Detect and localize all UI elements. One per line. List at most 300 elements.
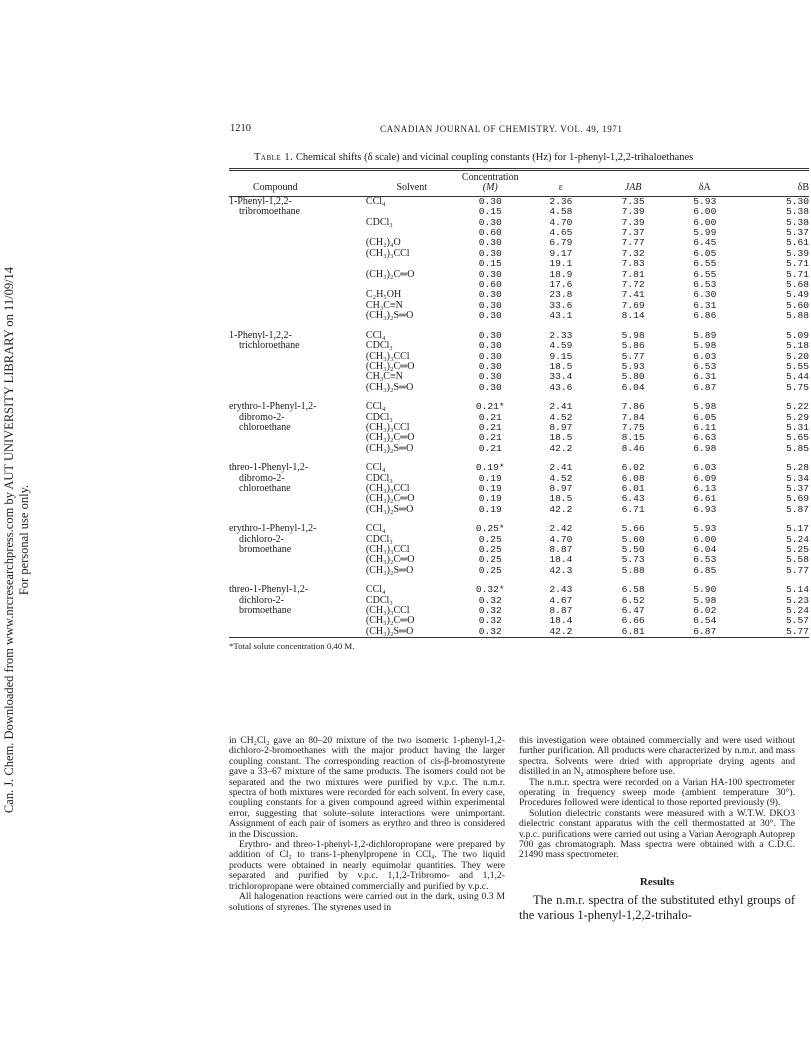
epsilon-cell: 42.3	[549, 564, 573, 576]
compound-cell	[229, 494, 366, 504]
coupling-constant-cell: 7.41	[621, 289, 645, 301]
solvent-cell: (CH₃)₃CCl	[365, 544, 410, 555]
concentration-cell: 0.30	[478, 371, 502, 383]
delta-b-cell: 5.20	[785, 350, 809, 362]
coupling-constant-cell: 7.83	[621, 258, 645, 270]
delta-a-cell: 6.03	[693, 462, 717, 474]
epsilon-cell: 9.17	[549, 247, 573, 259]
delta-b-cell: 5.55	[785, 360, 809, 372]
header-coupling-constant: JAB	[624, 182, 642, 194]
concentration-cell: 0.25*	[475, 523, 505, 535]
header-delta-b: δB	[797, 182, 809, 194]
delta-a-cell: 6.61	[693, 493, 717, 505]
delta-a-cell: 6.63	[693, 432, 717, 444]
solvent-cell: C₂H₅OH	[365, 289, 402, 301]
delta-b-cell: 5.25	[785, 544, 809, 555]
compound-cell	[229, 423, 366, 433]
delta-b-cell: 5.77	[785, 625, 809, 637]
table-body	[229, 197, 809, 637]
coupling-constant-cell: 6.81	[621, 625, 645, 637]
compound-cell	[229, 566, 366, 576]
coupling-constant-cell: 7.39	[621, 216, 645, 228]
group-spacer	[229, 576, 809, 585]
table-row	[229, 627, 809, 637]
results-heading: Results	[639, 875, 675, 888]
table-bottom-rule	[229, 637, 809, 638]
header-concentration-label: Concentration	[461, 172, 519, 183]
epsilon-cell: 8.97	[549, 482, 573, 494]
coupling-constant-cell: 6.01	[621, 482, 645, 494]
coupling-constant-cell: 8.15	[621, 432, 645, 444]
delta-a-cell: 5.89	[693, 329, 717, 341]
compound-cell	[229, 362, 366, 372]
concentration-cell: 0.32	[478, 625, 502, 637]
delta-b-cell: 5.68	[785, 279, 809, 291]
solvent-cell: (CH₃)₃CCl	[365, 482, 410, 494]
solvent-cell: (CH₃)₂S═O	[365, 442, 414, 454]
delta-a-cell: 6.05	[693, 247, 717, 259]
delta-a-cell: 6.30	[693, 289, 717, 301]
coupling-constant-cell: 5.77	[621, 350, 645, 362]
delta-b-cell: 5.24	[785, 533, 809, 545]
table-row	[229, 423, 809, 433]
table-row	[229, 505, 809, 515]
coupling-constant-cell: 7.77	[621, 237, 645, 249]
epsilon-cell: 2.41	[549, 401, 573, 413]
compound-cell	[229, 606, 366, 616]
delta-b-cell: 5.30	[785, 195, 809, 207]
epsilon-cell: 8.87	[549, 544, 573, 555]
epsilon-cell: 4.58	[549, 206, 573, 218]
solvent-cell: (CH₃)₃CCl	[365, 421, 410, 433]
delta-a-cell: 5.93	[693, 523, 717, 535]
table-row	[229, 362, 809, 372]
concentration-cell: 0.19*	[475, 462, 505, 474]
concentration-cell: 0.19	[478, 472, 502, 484]
delta-a-cell: 6.00	[693, 533, 717, 545]
epsilon-cell: 4.70	[549, 216, 573, 228]
results-paragraph: The n.m.r. spectra of the substituted ethyl groups of the various 1-phenyl-1,2,2-trihalo-	[519, 893, 795, 922]
coupling-constant-cell: 5.93	[621, 360, 645, 372]
body-column-left	[229, 736, 505, 913]
table-row	[229, 290, 809, 300]
header-delta-a: δA	[698, 182, 711, 194]
solvent-cell: (CH₃)₂S═O	[365, 625, 414, 637]
epsilon-cell: 4.59	[549, 340, 573, 352]
concentration-cell: 0.25	[478, 554, 502, 566]
coupling-constant-cell: 5.98	[621, 329, 645, 341]
solvent-cell: (CH₃)₂S═O	[365, 564, 414, 576]
compound-name: dibromo-2-	[239, 411, 285, 423]
solvent-cell: CDCl₃	[365, 216, 393, 228]
compound-name: dichloro-2-	[239, 533, 284, 545]
concentration-cell: 0.32	[478, 594, 502, 606]
body-paragraph: Solution dielectric constants were measured with a W.T.W. DKO3 dielectric constant apparatus with the cell thermostatted at 30°. The v.p.c. purifications were carried out using a Varian Aerograph Autoprep 700 gas chromatograph. Mass spectra were obtained with a C.D.C. 21490 mass spectrometer.	[519, 807, 795, 861]
delta-a-cell: 6.02	[693, 605, 717, 617]
compound-name: chloroethane	[239, 482, 291, 494]
delta-a-cell: 6.87	[693, 625, 717, 637]
solvent-cell: (CH₂)₄O	[365, 237, 401, 249]
coupling-constant-cell: 7.69	[621, 299, 645, 311]
concentration-cell: 0.25	[478, 564, 502, 576]
table-row	[229, 444, 809, 454]
delta-b-cell: 5.57	[785, 615, 809, 627]
solvent-cell: CCl₄	[365, 584, 386, 596]
delta-b-cell: 5.69	[785, 493, 809, 505]
concentration-cell: 0.30	[478, 381, 502, 393]
table-row	[229, 494, 809, 504]
epsilon-cell: 18.9	[549, 268, 573, 280]
epsilon-cell: 43.1	[549, 310, 573, 322]
epsilon-cell: 2.43	[549, 584, 573, 596]
concentration-cell: 0.60	[478, 279, 502, 291]
table-row	[229, 596, 809, 606]
body-paragraph: in CH₂Cl₂ gave an 80–20 mixture of the two isomeric 1-phenyl-1,2-dichloro-2-bromoethanes with the major product having the larger coupling constant. The corresponding reaction of cis-β-bromostyrene gave a 33–67 mixture of the same products. The isomers could not be separated and the two mixtures were purified by v.p.c. The n.m.r. spectra of both mixtures were recorded for each solvent. In every case, coupling constants for a given compound agreed within experimental error, suggesting that solute–solute interactions were unimportant. Assignment of each pair of isomers as erythro and threo is considered in the Discussion.	[229, 735, 505, 840]
delta-b-cell: 5.23	[785, 594, 809, 606]
table-row	[229, 301, 809, 311]
solvent-cell: CDCl₃	[365, 340, 393, 352]
table-row	[229, 585, 809, 595]
delta-b-cell: 5.37	[785, 482, 809, 494]
table-row	[229, 413, 809, 423]
coupling-constant-cell: 5.88	[621, 564, 645, 576]
compound-name: 1-Phenyl-1,2,2-	[229, 195, 292, 207]
compound-cell	[229, 627, 366, 637]
table-row	[229, 352, 809, 362]
compound-cell	[229, 259, 366, 269]
solvent-cell: (CH₃)₂C═O	[365, 554, 415, 566]
compound-cell	[229, 484, 366, 494]
solvent-cell: (CH₃)₃CCl	[365, 605, 410, 617]
table-row	[229, 218, 809, 228]
coupling-constant-cell: 5.80	[621, 371, 645, 383]
compound-cell	[229, 444, 366, 454]
delta-a-cell: 6.00	[693, 216, 717, 228]
delta-b-cell: 5.87	[785, 503, 809, 515]
table-row	[229, 331, 809, 341]
concentration-cell: 0.30	[478, 350, 502, 362]
delta-a-cell: 6.31	[693, 371, 717, 383]
table-row	[229, 341, 809, 351]
delta-a-cell: 6.03	[693, 350, 717, 362]
compound-name: 1-Phenyl-1,2,2-	[229, 329, 292, 341]
solvent-cell: CCl₄	[365, 462, 386, 474]
compound-cell	[229, 463, 366, 473]
epsilon-cell: 42.2	[549, 442, 573, 454]
coupling-constant-cell: 7.39	[621, 206, 645, 218]
delta-a-cell: 6.11	[693, 421, 717, 433]
download-notice: Can. J. Chem. Downloaded from www.nrcresearchpress.com by AUT UNIVERSITY LIBRARY on 11/09/14	[2, 266, 16, 814]
solvent-cell: (CH₃)₂S═O	[365, 310, 414, 322]
table-caption	[254, 152, 811, 163]
delta-a-cell: 6.86	[693, 310, 717, 322]
delta-a-cell: 6.53	[693, 554, 717, 566]
delta-a-cell: 6.93	[693, 503, 717, 515]
epsilon-cell: 23.8	[549, 289, 573, 301]
delta-b-cell: 5.38	[785, 206, 809, 218]
solvent-cell: CDCl₃	[365, 411, 393, 423]
table-row	[229, 463, 809, 473]
concentration-cell: 0.30	[478, 195, 502, 207]
solvent-cell: (CH₃)₃CCl	[365, 350, 410, 362]
coupling-constant-cell: 7.37	[621, 227, 645, 239]
body-paragraph: this investigation were obtained commercially and were used without further purification. All products were characterized by n.m.r. and mass spectra. Solvents were dried with appropriate drying agents and distilled in an N₂ atmosphere before use.	[519, 735, 795, 778]
header-concentration	[458, 171, 523, 196]
delta-b-cell: 5.65	[785, 432, 809, 444]
table-footnote: *Total solute concentration 0.40 M.	[229, 641, 355, 652]
coupling-constant-cell: 5.86	[621, 340, 645, 352]
table-row	[229, 616, 809, 626]
solvent-cell: CDCl₃	[365, 472, 393, 484]
table-row	[229, 474, 809, 484]
delta-a-cell: 6.53	[693, 279, 717, 291]
concentration-cell: 0.19	[478, 503, 502, 515]
delta-b-cell: 5.29	[785, 411, 809, 423]
epsilon-cell: 18.5	[549, 360, 573, 372]
solvent-cell: CCl₄	[365, 329, 386, 341]
epsilon-cell: 8.87	[549, 605, 573, 617]
coupling-constant-cell: 7.75	[621, 421, 645, 433]
delta-a-cell: 6.87	[693, 381, 717, 393]
compound-cell	[229, 545, 366, 555]
delta-b-cell: 5.60	[785, 299, 809, 311]
table-row	[229, 606, 809, 616]
compound-cell	[229, 290, 366, 300]
concentration-cell: 0.60	[478, 227, 502, 239]
epsilon-cell: 19.1	[549, 258, 573, 270]
epsilon-cell: 42.2	[549, 503, 573, 515]
delta-b-cell: 5.24	[785, 605, 809, 617]
compound-cell	[229, 433, 366, 443]
delta-a-cell: 6.85	[693, 564, 717, 576]
table-row	[229, 433, 809, 443]
delta-b-cell: 5.44	[785, 371, 809, 383]
delta-a-cell: 5.99	[693, 227, 717, 239]
data-table	[229, 171, 809, 637]
epsilon-cell: 4.67	[549, 594, 573, 606]
coupling-constant-cell: 5.60	[621, 533, 645, 545]
solvent-cell: CCl₄	[365, 523, 386, 535]
delta-a-cell: 5.98	[693, 340, 717, 352]
body-column-right	[519, 736, 795, 922]
concentration-cell: 0.30	[478, 216, 502, 228]
compound-name: tribromoethane	[239, 206, 301, 218]
coupling-constant-cell: 7.35	[621, 195, 645, 207]
coupling-constant-cell: 8.46	[621, 442, 645, 454]
coupling-constant-cell: 7.84	[621, 411, 645, 423]
table-row	[229, 228, 809, 238]
compound-cell	[229, 207, 366, 217]
concentration-cell: 0.15	[478, 258, 502, 270]
solvent-cell: (CH₃)₂C═O	[365, 432, 415, 444]
solvent-cell: CH₃C≡N	[365, 299, 403, 311]
download-watermark	[2, 230, 38, 850]
solvent-cell: (CH₃)₃CCl	[365, 247, 410, 259]
delta-b-cell: 5.39	[785, 247, 809, 259]
compound-cell	[229, 555, 366, 565]
delta-b-cell: 5.18	[785, 340, 809, 352]
solvent-cell: CCl₄	[365, 401, 386, 413]
delta-b-cell: 5.38	[785, 216, 809, 228]
delta-a-cell: 6.31	[693, 299, 717, 311]
coupling-constant-cell: 8.14	[621, 310, 645, 322]
table-row	[229, 207, 809, 217]
compound-cell	[229, 270, 366, 280]
compound-name: erythro-1-Phenyl-1,2-	[229, 401, 317, 413]
coupling-constant-cell: 6.43	[621, 493, 645, 505]
table-row	[229, 280, 809, 290]
delta-a-cell: 6.04	[693, 544, 717, 555]
body-paragraph: The n.m.r. spectra were recorded on a Varian HA-100 spectrometer operating in frequency sweep mode (ambient temperature 30°). Procedures followed were identical to those reported previously (9).	[519, 776, 795, 809]
concentration-cell: 0.30	[478, 310, 502, 322]
delta-b-cell: 5.88	[785, 310, 809, 322]
delta-b-cell: 5.85	[785, 442, 809, 454]
epsilon-cell: 42.2	[549, 625, 573, 637]
compound-cell	[229, 311, 366, 321]
delta-b-cell: 5.75	[785, 381, 809, 393]
header-solvent: Solvent	[396, 182, 428, 194]
personal-use-notice: For personal use only.	[17, 484, 31, 596]
header-epsilon: ε	[558, 182, 563, 194]
compound-name: bromoethane	[239, 605, 292, 617]
concentration-cell: 0.30	[478, 299, 502, 311]
delta-a-cell: 6.54	[693, 615, 717, 627]
compound-cell	[229, 372, 366, 382]
concentration-cell: 0.21*	[475, 401, 505, 413]
compound-name: trichloroethane	[239, 340, 300, 352]
delta-b-cell: 5.09	[785, 329, 809, 341]
table-row	[229, 383, 809, 393]
epsilon-cell: 2.41	[549, 462, 573, 474]
table-row	[229, 270, 809, 280]
concentration-cell: 0.32	[478, 605, 502, 617]
epsilon-cell: 4.52	[549, 472, 573, 484]
table-row	[229, 555, 809, 565]
coupling-constant-cell: 5.50	[621, 544, 645, 555]
epsilon-cell: 6.79	[549, 237, 573, 249]
table-caption-text: Chemical shifts (δ scale) and vicinal coupling constants (Hz) for 1-phenyl-1,2,2-trihaloethanes	[295, 152, 694, 163]
delta-b-cell: 5.61	[785, 237, 809, 249]
epsilon-cell: 4.52	[549, 411, 573, 423]
concentration-cell: 0.32	[478, 615, 502, 627]
coupling-constant-cell: 7.81	[621, 268, 645, 280]
body-paragraph: Erythro- and threo-1-phenyl-1,2-dichloropropane were prepared by addition of Cl₂ to trans-1-phenylpropene in CCl₄. The two liquid products were obtained in nearly equimolar quantities. They were separated and purified by v.p.c. 1,1,2-Tribromo- and 1,1,2-trichloropropane were obtained commercially and purified by v.p.c.	[229, 839, 505, 892]
header-concentration-unit: (M)	[482, 182, 498, 194]
compound-cell	[229, 280, 366, 290]
table-row	[229, 249, 809, 259]
epsilon-cell: 2.36	[549, 195, 573, 207]
coupling-constant-cell: 5.73	[621, 554, 645, 566]
running-head: CANADIAN JOURNAL OF CHEMISTRY. VOL. 49, 1971	[380, 124, 623, 134]
coupling-constant-cell: 6.04	[621, 381, 645, 393]
compound-cell	[229, 238, 366, 248]
delta-b-cell: 5.58	[785, 554, 809, 566]
coupling-constant-cell: 5.66	[621, 523, 645, 535]
concentration-cell: 0.19	[478, 482, 502, 494]
epsilon-cell: 18.4	[549, 615, 573, 627]
coupling-constant-cell: 7.72	[621, 279, 645, 291]
table-row	[229, 535, 809, 545]
table-row	[229, 484, 809, 494]
table-row	[229, 524, 809, 534]
coupling-constant-cell: 6.58	[621, 584, 645, 596]
coupling-constant-cell: 6.71	[621, 503, 645, 515]
compound-name: chloroethane	[239, 421, 291, 433]
page-number: 1210	[230, 123, 251, 134]
epsilon-cell: 9.15	[549, 350, 573, 362]
delta-a-cell: 5.98	[693, 401, 717, 413]
compound-cell	[229, 352, 366, 362]
epsilon-cell: 18.5	[549, 432, 573, 444]
concentration-cell: 0.30	[478, 289, 502, 301]
epsilon-cell: 2.33	[549, 329, 573, 341]
compound-cell	[229, 218, 366, 228]
compound-cell	[229, 402, 366, 412]
delta-b-cell: 5.22	[785, 401, 809, 413]
epsilon-cell: 8.97	[549, 421, 573, 433]
compound-cell	[229, 341, 366, 351]
compound-name: dibromo-2-	[239, 472, 285, 484]
compound-name: erythro-1-Phenyl-1,2-	[229, 523, 317, 535]
compound-name: bromoethane	[239, 544, 292, 555]
delta-a-cell: 6.55	[693, 268, 717, 280]
coupling-constant-cell: 6.02	[621, 462, 645, 474]
compound-cell	[229, 383, 366, 393]
delta-a-cell: 6.45	[693, 237, 717, 249]
compound-name: threo-1-Phenyl-1,2-	[229, 584, 309, 596]
delta-b-cell: 5.14	[785, 584, 809, 596]
table-row	[229, 238, 809, 248]
coupling-constant-cell: 6.08	[621, 472, 645, 484]
delta-b-cell: 5.31	[785, 421, 809, 433]
concentration-cell: 0.21	[478, 411, 502, 423]
delta-b-cell: 5.37	[785, 227, 809, 239]
concentration-cell: 0.19	[478, 493, 502, 505]
delta-a-cell: 6.05	[693, 411, 717, 423]
compound-cell	[229, 228, 366, 238]
concentration-cell: 0.30	[478, 247, 502, 259]
coupling-constant-cell: 6.52	[621, 594, 645, 606]
delta-a-cell: 5.93	[693, 195, 717, 207]
solvent-cell: (CH₃)₂S═O	[365, 503, 414, 515]
compound-cell	[229, 505, 366, 515]
table-row	[229, 197, 809, 207]
concentration-cell: 0.21	[478, 421, 502, 433]
solvent-cell: (CH₃)₂C═O	[365, 615, 415, 627]
compound-name: dichloro-2-	[239, 594, 284, 606]
epsilon-cell: 18.4	[549, 554, 573, 566]
solvent-cell: CDCl₃	[365, 533, 393, 545]
concentration-cell: 0.30	[478, 340, 502, 352]
table-row	[229, 402, 809, 412]
delta-a-cell: 6.00	[693, 206, 717, 218]
concentration-cell: 0.30	[478, 268, 502, 280]
body-paragraph: All halogenation reactions were carried out in the dark, using 0.3 M solutions of styrenes. The styrenes used in	[229, 891, 505, 913]
delta-a-cell: 6.98	[693, 442, 717, 454]
header-compound: Compound	[253, 182, 298, 194]
table-row	[229, 545, 809, 555]
epsilon-cell: 4.65	[549, 227, 573, 239]
table-row	[229, 372, 809, 382]
epsilon-cell: 18.5	[549, 493, 573, 505]
concentration-cell: 0.21	[478, 432, 502, 444]
delta-b-cell: 5.71	[785, 268, 809, 280]
table-row	[229, 311, 809, 321]
epsilon-cell: 43.6	[549, 381, 573, 393]
group-spacer	[229, 454, 809, 463]
table-row	[229, 259, 809, 269]
delta-b-cell: 5.34	[785, 472, 809, 484]
